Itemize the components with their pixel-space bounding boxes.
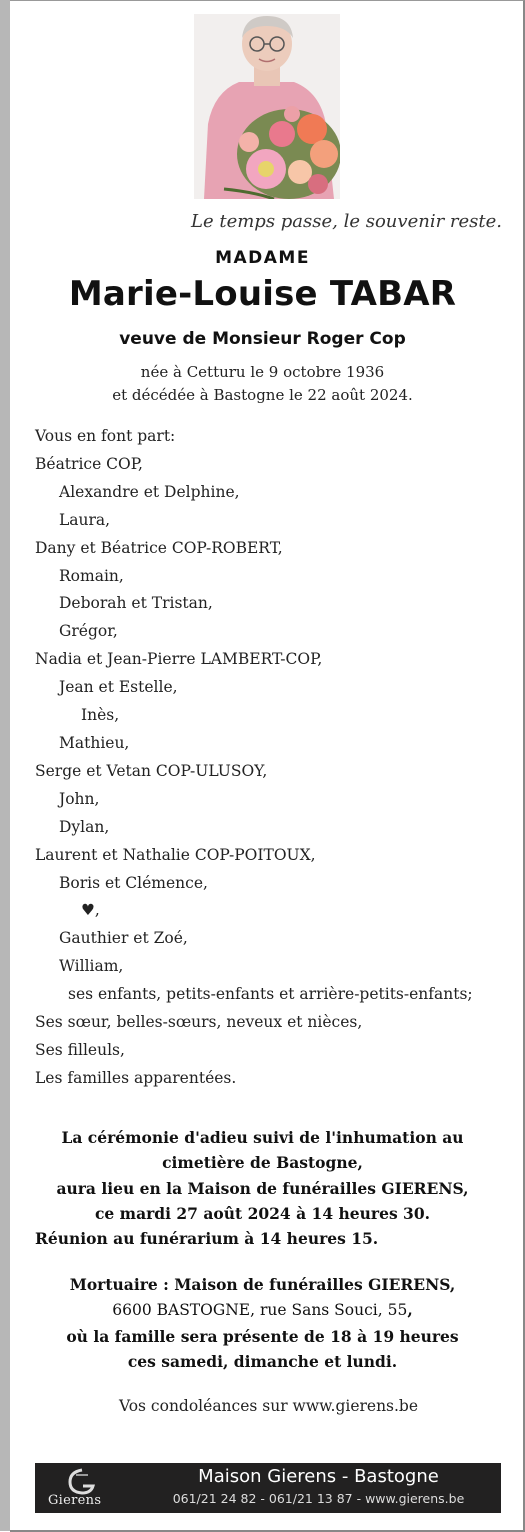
honorific: MADAME bbox=[215, 248, 310, 268]
ceremony-line: Réunion au funérarium à 14 heures 15. bbox=[35, 1229, 379, 1249]
family-line: Laura, bbox=[59, 510, 111, 529]
birth-death-dates bbox=[0, 361, 525, 407]
mortuary-line: ces samedi, dimanche et lundi. bbox=[127, 1351, 398, 1371]
family-line: Romain, bbox=[59, 566, 124, 585]
ceremony-block bbox=[0, 1125, 525, 1251]
widow-of: veuve de Monsieur Roger Cop bbox=[119, 329, 406, 349]
footer-title: Maison Gierens - Bastogne bbox=[198, 1466, 439, 1487]
funeral-home-footer bbox=[35, 1463, 501, 1513]
family-line: Dylan, bbox=[59, 817, 110, 836]
mortuary-line: Mortuaire : Maison de funérailles GIERENS, bbox=[69, 1275, 456, 1294]
portrait-photo bbox=[194, 14, 340, 199]
family-line: Ses filleuls, bbox=[35, 1040, 125, 1059]
ceremony-line: ce mardi 27 août 2024 à 14 heures 30. bbox=[94, 1203, 431, 1223]
ceremony-line: aura lieu en la Maison de funérailles GIERENS, bbox=[56, 1178, 469, 1198]
deceased-name: Marie-Louise TABAR bbox=[68, 274, 457, 314]
family-line: John, bbox=[59, 789, 100, 808]
mortuary-block bbox=[0, 1272, 525, 1374]
family-line: Nadia et Jean-Pierre LAMBERT-COP, bbox=[35, 650, 323, 669]
family-line: Béatrice COP, bbox=[35, 454, 143, 473]
family-line: Ses sœur, belles-sœurs, neveux et nièces, bbox=[35, 1013, 363, 1032]
ceremony-line: La cérémonie d'adieu suivi de l'inhumation au bbox=[61, 1128, 464, 1147]
family-line: Dany et Béatrice COP-ROBERT, bbox=[35, 538, 283, 557]
family-line: Deborah et Tristan, bbox=[59, 594, 213, 613]
family-line: Grégor, bbox=[59, 622, 118, 641]
family-line: Alexandre et Delphine, bbox=[59, 482, 240, 501]
family-line: Boris et Clémence, bbox=[59, 873, 208, 892]
family-line: Inès, bbox=[81, 706, 120, 725]
family-line: ses enfants, petits-enfants et arrière-petits-enfants; bbox=[68, 985, 473, 1004]
family-line: Serge et Vetan COP-ULUSOY, bbox=[35, 761, 268, 780]
family-line: Jean et Estelle, bbox=[59, 678, 178, 697]
family-line: Mathieu, bbox=[59, 733, 130, 752]
address-comma: , bbox=[407, 1300, 413, 1320]
condolences-link: Vos condoléances sur www.gierens.be bbox=[118, 1397, 419, 1415]
family-line: Gauthier et Zoé, bbox=[59, 929, 188, 948]
mortuary-line: où la famille sera présente de 18 à 19 heures bbox=[66, 1326, 459, 1346]
footer-contact: 061/21 24 82 - 061/21 13 87 - www.gierens.be bbox=[172, 1491, 465, 1506]
ceremony-line: cimetière de Bastogne, bbox=[162, 1153, 363, 1173]
mortuary-address bbox=[0, 1297, 525, 1323]
family-line: Laurent et Nathalie COP-POITOUX, bbox=[35, 845, 316, 864]
address-text: 6600 BASTOGNE, rue Sans Souci, 55 bbox=[112, 1301, 408, 1320]
family-list bbox=[35, 423, 515, 1093]
family-line: Les familles apparentées. bbox=[35, 1068, 237, 1087]
motto: Le temps passe, le souvenir reste. bbox=[191, 211, 502, 232]
family-line: William, bbox=[59, 957, 124, 976]
logo-text: Gierens bbox=[48, 1493, 102, 1508]
family-line: ♥, bbox=[81, 901, 100, 920]
birth-line: née à Cetturu le 9 octobre 1936 bbox=[140, 363, 385, 381]
death-line: et décédée à Bastogne le 22 août 2024. bbox=[112, 386, 413, 404]
family-line: Vous en font part: bbox=[35, 427, 176, 445]
